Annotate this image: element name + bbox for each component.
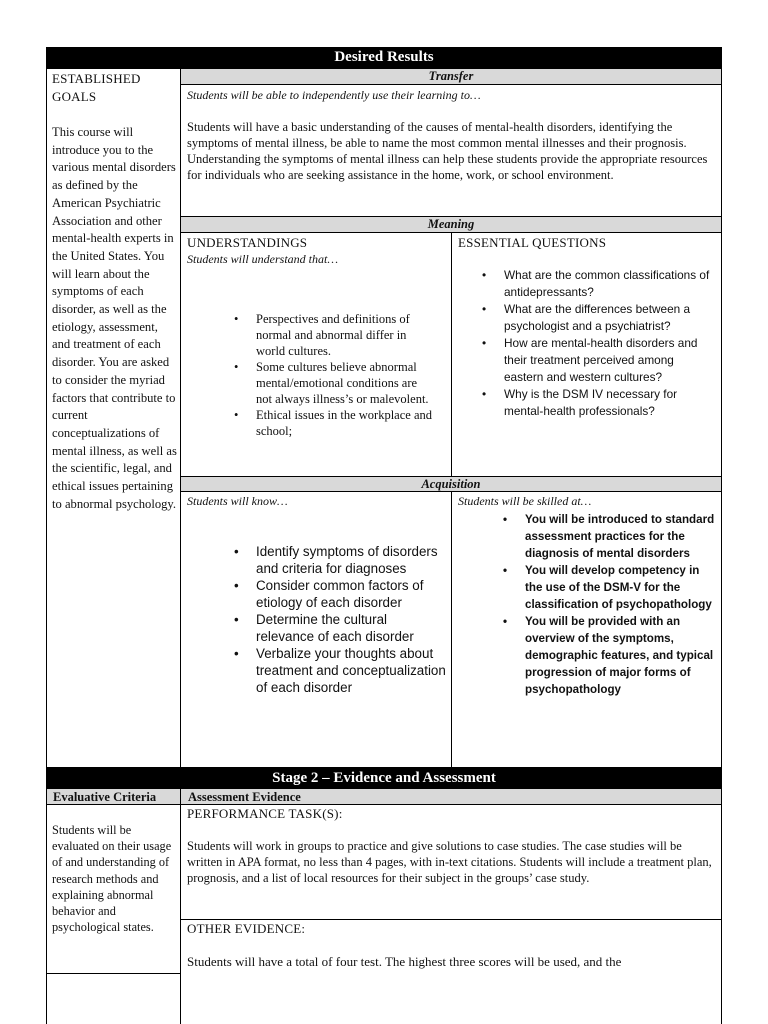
understanding-item: • Some cultures believe abnormal mental/emotional conditions are not always illness’s or malevolent. xyxy=(256,359,436,407)
question-item: • What are the common classifications of antidepressants? xyxy=(504,267,716,301)
skilled-item: • You will be provided with an overview of the symptoms, demographic features, and typical progression of major forms of psychopathology xyxy=(525,613,715,698)
skilled-lead: Students will be skilled at… xyxy=(458,494,592,508)
know-item: • Identify symptoms of disorders and criteria for diagnoses xyxy=(256,543,446,577)
other-evidence-body: Students will have a total of four test. The highest three scores will be used, and the xyxy=(187,954,622,969)
goals-title: ESTABLISHED GOALS xyxy=(52,71,141,104)
know-item: • Verbalize your thoughts about treatment and conceptualization of each disorder xyxy=(256,645,446,696)
evaluative-criteria-label: Evaluative Criteria xyxy=(47,789,180,805)
stage2-header: Stage 2 – Evidence and Assessment xyxy=(46,767,722,789)
understandings-title: UNDERSTANDINGS xyxy=(187,235,308,250)
know-section xyxy=(187,494,447,696)
acquisition-label: Acquisition xyxy=(181,477,721,492)
criteria-body: Students will be evaluated on their usage of and understanding of research methods and explaining abnormal behavior and psychological states. xyxy=(52,823,172,935)
skilled-section xyxy=(458,494,718,698)
performance-task-section xyxy=(187,806,717,886)
essential-questions-title: ESSENTIAL QUESTIONS xyxy=(458,235,607,250)
performance-title: PERFORMANCE TASK(S): xyxy=(187,806,343,821)
know-item: • Consider common factors of etiology of each disorder xyxy=(256,577,446,611)
understanding-item: • Ethical issues in the workplace and school; xyxy=(256,407,436,439)
transfer-lead: Students will be able to independently use their learning to… xyxy=(187,88,481,102)
skilled-item: • You will be introduced to standard assessment practices for the diagnosis of mental disorders xyxy=(525,511,715,562)
other-evidence-section xyxy=(187,921,717,970)
understanding-item: • Perspectives and definitions of normal and abnormal differ in world cultures. xyxy=(256,311,436,359)
question-item: • Why is the DSM IV necessary for mental-health professionals? xyxy=(504,386,716,420)
transfer-section xyxy=(187,87,717,183)
question-item: • How are mental-health disorders and their treatment perceived among eastern and western cultures? xyxy=(504,335,716,386)
meaning-label: Meaning xyxy=(181,217,721,233)
skilled-item: • You will develop competency in the use of the DSM-V for the classification of psychopathology xyxy=(525,562,715,613)
essential-questions-list xyxy=(504,267,716,420)
understandings-lead: Students will understand that… xyxy=(187,252,339,266)
know-list xyxy=(256,543,446,696)
transfer-label: Transfer xyxy=(181,69,721,85)
understandings-list xyxy=(256,311,436,439)
know-lead: Students will know… xyxy=(187,494,288,508)
desired-results-header: Desired Results xyxy=(46,47,722,69)
assessment-evidence-label: Assessment Evidence xyxy=(181,789,721,805)
know-item: • Determine the cultural relevance of each disorder xyxy=(256,611,446,645)
other-evidence-title: OTHER EVIDENCE: xyxy=(187,921,306,936)
goals-body: This course will introduce you to the various mental disorders as defined by the American Psychiatric Association and other mental-health experts in the United States. You will learn about the symptoms of each disorder, as well as the etiology, assessment, and treatment of each disorder. You are asked to consider the myriad factors that contribute to current conceptualizations of mental illness, as well as the scientific, legal, and ethical issues pertaining to abnormal psychology. xyxy=(52,125,177,511)
transfer-body: Students will have a basic understanding of the causes of mental-health disorders, identifying the symptoms of mental illness, be able to name the most common mental illnesses and their prognosis. Understanding the symptoms of mental illness can help these students provide the appropriate resources for individuals who are seeking assistance in the home, work, or school environment. xyxy=(187,120,708,182)
question-item: • What are the differences between a psychologist and a psychiatrist? xyxy=(504,301,716,335)
essential-questions-section xyxy=(458,235,718,420)
understandings-section xyxy=(187,235,447,439)
performance-body: Students will work in groups to practice and give solutions to case studies. The case studies will be written in APA format, no less than 4 pages, with in-text citations. Students will include a treatment plan, prognosis, and a list of local resources for their subject in the groups’ case study. xyxy=(187,839,712,885)
established-goals xyxy=(52,70,178,513)
skilled-list xyxy=(525,511,715,698)
